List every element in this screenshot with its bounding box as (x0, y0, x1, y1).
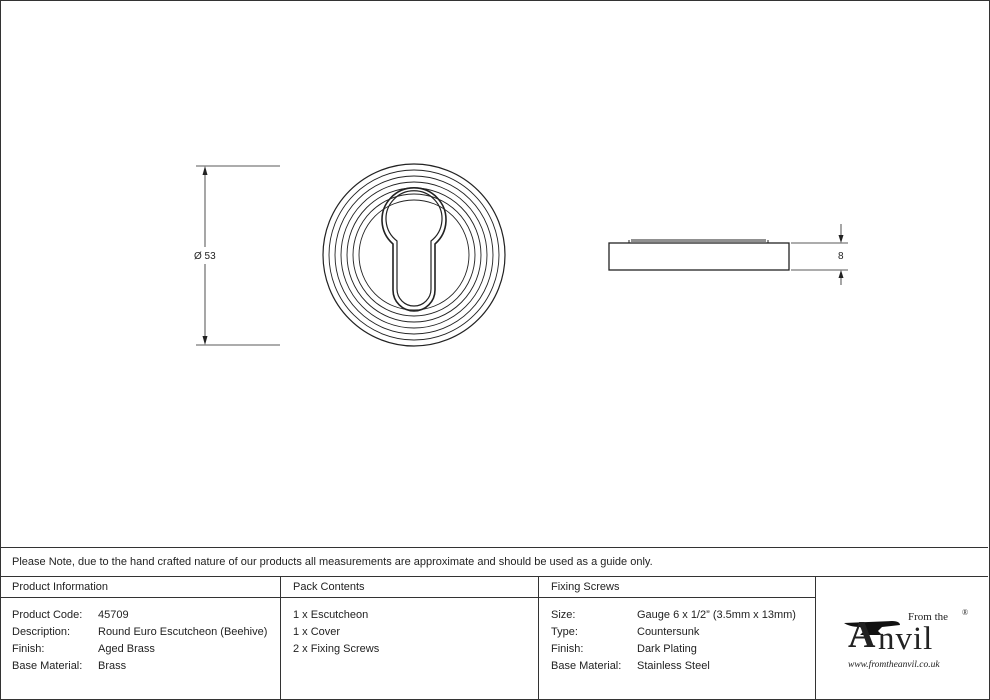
pack-item: 1 x Escutcheon (293, 609, 369, 621)
type-row (551, 624, 815, 641)
row-value: Stainless Steel (637, 660, 710, 672)
row-key: Finish: (551, 643, 584, 655)
row-value: Dark Plating (637, 643, 697, 655)
fixing-screws-body (539, 598, 815, 675)
product-information (0, 577, 281, 699)
pack-contents (281, 577, 539, 699)
description-row (12, 624, 280, 641)
row-key: Type: (551, 626, 578, 638)
logo-cell (816, 577, 988, 699)
arrow-top (203, 166, 208, 175)
pack-contents-heading: Pack Contents (281, 577, 538, 598)
pack-contents-body (281, 598, 538, 658)
row-value: Brass (98, 660, 127, 672)
row-value: Gauge 6 x 1/2” (3.5mm x 13mm) (637, 609, 796, 621)
side-view-base (609, 243, 789, 270)
row-value: 45709 (98, 609, 129, 621)
ring-7 (359, 200, 469, 310)
row-key: Base Material: (551, 660, 622, 672)
row-value: Aged Brass (98, 643, 155, 655)
diameter-label: Ø 53 (194, 251, 216, 262)
product-code-row (12, 607, 280, 624)
thickness-label: 8 (838, 251, 844, 262)
logo-letter-a: A (848, 614, 876, 656)
base-material-row (551, 658, 815, 675)
euro-keyhole-outer (382, 188, 446, 311)
fixing-screws (539, 577, 816, 699)
row-key: Size: (551, 609, 576, 621)
logo-nvil: nvil (878, 621, 934, 657)
row-key: Product Code: (12, 609, 83, 621)
row-value: Countersunk (637, 626, 700, 638)
pack-item: 2 x Fixing Screws (293, 643, 380, 655)
logo-url: www.fromtheanvil.co.uk (848, 660, 940, 670)
finish-row (12, 641, 280, 658)
euro-keyhole-inner (386, 191, 442, 306)
registered-mark: ® (962, 608, 969, 617)
product-information-heading: Product Information (0, 577, 280, 598)
row-key: Finish: (12, 643, 45, 655)
ring-6 (353, 194, 475, 316)
row-key: Base Material: (12, 660, 83, 672)
measurement-note: Please Note, due to the hand crafted nature of our products all measurements are approximate and should be used as a guide only. (0, 547, 988, 576)
arrow-up (839, 270, 844, 278)
base-material-row (12, 658, 280, 675)
ring-2 (329, 170, 499, 340)
fixing-screws-heading: Fixing Screws (539, 577, 815, 598)
row-value: Round Euro Escutcheon (Beehive) (98, 626, 268, 638)
product-information-body (0, 598, 280, 675)
ring-5 (347, 188, 481, 322)
row-key: Description: (12, 626, 71, 638)
logo-from-the: From the (908, 611, 949, 623)
pack-item: 1 x Cover (293, 626, 341, 638)
info-table (0, 576, 988, 699)
from-the-anvil-logo (842, 605, 972, 675)
front-view (323, 164, 505, 346)
finish-row (551, 641, 815, 658)
side-view (609, 240, 789, 270)
arrow-down (839, 235, 844, 243)
arrow-bottom (203, 336, 208, 345)
size-row (551, 607, 815, 624)
